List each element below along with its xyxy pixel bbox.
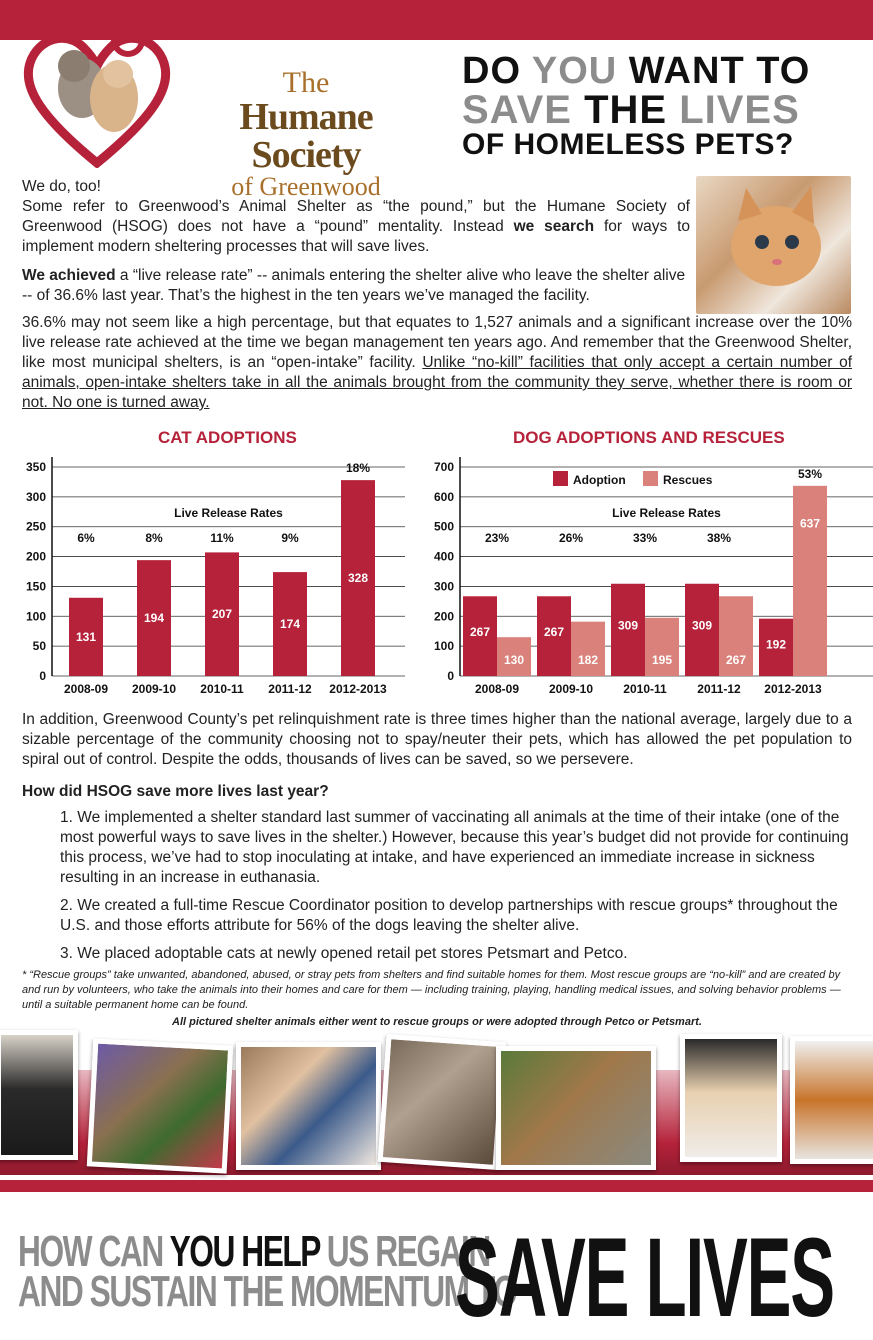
y-tick-label: 250 — [25, 519, 46, 534]
photo-tabby-cat — [378, 1034, 507, 1170]
kitten-photo — [696, 176, 851, 314]
data-label: 637 — [799, 516, 821, 531]
bottom-bar — [0, 1180, 873, 1192]
y-tick-label: 300 — [25, 489, 46, 504]
headline-want: WANT TO — [617, 50, 811, 92]
legend-swatch — [553, 471, 568, 486]
intro-p3-text: 36.6% may not seem like a high percentage, but that equates to 1,527 animals and a significant increase over the 10% live release rate achieved at the time we began management ten years ago. And remember that the Greenwood Shelter, like most municipal shelters, is an “open-intake” facility. — [22, 314, 852, 371]
photo-family-dog — [236, 1042, 381, 1170]
dog-adoptions-chart — [420, 448, 873, 703]
intro-p2-text: a “live release rate” -- animals entering the shelter alive who leave the shelter alive -- of 36.6% last year. That’s the highest in the ten years we’ve managed the facility. — [22, 267, 686, 304]
intro-we-achieved: We achieved — [22, 267, 116, 284]
relinquishment-paragraph: In addition, Greenwood County’s pet relinquishment rate is three times higher than the national average, largely due to a sizable percentage of the community choosing not to spay/neuter their pets, which has allowed the pet population to spiral out of control. Despite the odds, thousands of lives can be saved, so we persevere. — [22, 711, 852, 768]
photo-cat-flowers — [87, 1038, 234, 1173]
x-tick-label: 2010-11 — [200, 682, 244, 696]
list-item-2: 2. We created a full-time Rescue Coordinator position to develop partnerships with rescue groups* throughout the U.S. and those efforts attribute for 56% of the dogs leaving the shelter alive. — [60, 897, 838, 934]
photo-black-dog — [0, 1030, 78, 1160]
lives-list — [60, 808, 852, 964]
bar — [793, 486, 827, 676]
footnote-rescue-groups: * “Rescue groups” take unwanted, abandoned, abused, or stray pets from shelters and find suitable homes for them. Most rescue groups are “no-kill” and are created by and run by volunteers, who take the animals into their homes and care for them — including training, playing, handling medical issues, and solving behavior problems — until a suitable permanent home can be found. — [22, 969, 841, 1011]
data-label: 194 — [143, 611, 165, 626]
x-tick-label: 2008-09 — [474, 682, 520, 696]
dog-chart-title: DOG ADOPTIONS AND RESCUES — [513, 428, 785, 447]
headline-you: YOU — [531, 50, 618, 92]
bar — [571, 622, 605, 676]
rate-label: 6% — [77, 531, 95, 545]
slogan-us-regain: US REGAIN — [326, 1227, 490, 1276]
y-tick-label: 500 — [433, 519, 454, 534]
x-tick-label: 2009-10 — [548, 682, 594, 696]
rate-label: 26% — [558, 531, 584, 545]
heart-pets-icon — [22, 18, 172, 168]
photo-terrier — [790, 1036, 873, 1164]
rate-label: 9% — [281, 531, 299, 545]
y-tick-label: 700 — [433, 460, 454, 474]
x-tick-label: 2010-11 — [623, 682, 667, 696]
headline-lives: LIVES — [679, 88, 800, 132]
y-tick-label: 350 — [25, 460, 46, 474]
data-label: 267 — [469, 625, 491, 640]
data-label: 174 — [279, 617, 301, 632]
slogan-sustain: AND SUSTAIN THE MOMENTUM TO — [18, 1267, 517, 1316]
headline-the: THE — [584, 88, 680, 132]
data-label: 130 — [503, 653, 525, 667]
intro-p1-text: Some refer to Greenwood’s Animal Shelter as “the pound,” but the Humane Society of Greenwood (HSOG) does not have a “pound” mentality. Instead — [22, 198, 690, 235]
legend-label: Rescues — [663, 473, 713, 487]
data-label: 131 — [75, 629, 97, 644]
rate-label: 18% — [345, 461, 371, 476]
intro-block — [22, 177, 690, 306]
x-tick-label: 2008-09 — [63, 682, 109, 696]
intro-we-search: we search — [513, 218, 595, 235]
x-tick-label: 2009-10 — [131, 682, 177, 696]
y-tick-label: 200 — [433, 609, 454, 624]
data-label: 328 — [347, 571, 369, 586]
data-label: 267 — [543, 625, 565, 640]
x-tick-label: 2012-2013 — [764, 682, 822, 696]
y-tick-label: 100 — [433, 639, 454, 654]
list-item-1: 1. We implemented a shelter standard last summer of vaccinating all animals at the time of their intake (one of the most powerful ways to save lives in the shelter.) However, because this year’s budget did not provide for continuing this process, we’ve had to stop inoculating at intake, and have experienced an immediate increase in sickness resulting in an increase in euthanasia. — [60, 809, 849, 886]
intro-paragraph-3 — [22, 313, 852, 413]
x-tick-label: 2011-12 — [268, 682, 312, 696]
data-label: 309 — [617, 618, 639, 633]
rate-label: 33% — [632, 531, 658, 545]
intro-we-do-too: We do, too! — [22, 178, 101, 195]
legend-label: Adoption — [573, 473, 626, 487]
data-label: 182 — [577, 653, 599, 667]
data-label: 192 — [765, 637, 787, 652]
slogan-save-lives: SAVE LIVES — [455, 1215, 834, 1340]
logo-name: Humane Society — [239, 96, 373, 176]
x-tick-label: 2011-12 — [697, 682, 741, 696]
photo-kitten — [680, 1034, 782, 1162]
logo-of: of Greenwood — [231, 172, 381, 201]
y-tick-label: 150 — [25, 579, 46, 594]
cat-adoptions-chart — [0, 448, 420, 703]
headline-homeless-pets: OF HOMELESS PETS? — [462, 128, 794, 161]
photo-boxer-dogs — [496, 1046, 656, 1170]
x-tick-label: 2012-2013 — [329, 682, 387, 696]
footnote-pictured-animals: All pictured shelter animals either went to rescue groups or were adopted through Petco or Petsmart. — [172, 1016, 702, 1028]
y-tick-label: 200 — [25, 549, 46, 564]
bar — [645, 618, 679, 676]
intro-p3-underlined: Unlike “no-kill” facilities that only accept a certain number of animals, open-intake shelters take in all the animals brought from the community they serve, whether there is room or not. No one is turned away. — [22, 354, 852, 411]
data-label: 195 — [651, 653, 673, 667]
list-item-3: 3. We placed adoptable cats at newly opened retail pet stores Petsmart and Petco. — [60, 945, 628, 962]
y-tick-label: 50 — [32, 639, 46, 654]
cat-chart-title: CAT ADOPTIONS — [158, 428, 297, 447]
y-tick-label: 0 — [447, 669, 454, 683]
data-label: 207 — [211, 607, 233, 622]
y-tick-label: 600 — [433, 489, 454, 504]
chart-subtitle: Live Release Rates — [612, 506, 721, 520]
rate-label: 11% — [210, 531, 234, 545]
how-did-heading: How did HSOG save more lives last year? — [22, 783, 329, 800]
rate-label: 38% — [706, 531, 732, 545]
chart-subtitle: Live Release Rates — [174, 506, 283, 520]
y-tick-label: 300 — [433, 579, 454, 594]
rate-label: 8% — [145, 531, 163, 545]
y-tick-label: 0 — [39, 669, 46, 683]
rate-label: 23% — [484, 531, 510, 545]
legend-swatch — [643, 471, 658, 486]
logo-the: The — [282, 66, 330, 99]
headline-do: DO — [462, 50, 532, 92]
rate-label: 53% — [797, 466, 823, 481]
y-tick-label: 100 — [25, 609, 46, 624]
slogan-how-can: HOW CAN — [18, 1227, 170, 1276]
intro-paragraph-2 — [22, 266, 690, 306]
data-label: 267 — [725, 653, 747, 667]
headline-save: SAVE — [462, 88, 585, 132]
intro-paragraph-1 — [22, 197, 690, 257]
headline — [462, 52, 862, 160]
data-label: 309 — [691, 618, 713, 633]
y-tick-label: 400 — [433, 549, 454, 564]
intro-p1-end: for ways to implement modern sheltering processes that will save lives. — [22, 218, 691, 255]
slogan-you-help: YOU HELP — [169, 1227, 327, 1276]
